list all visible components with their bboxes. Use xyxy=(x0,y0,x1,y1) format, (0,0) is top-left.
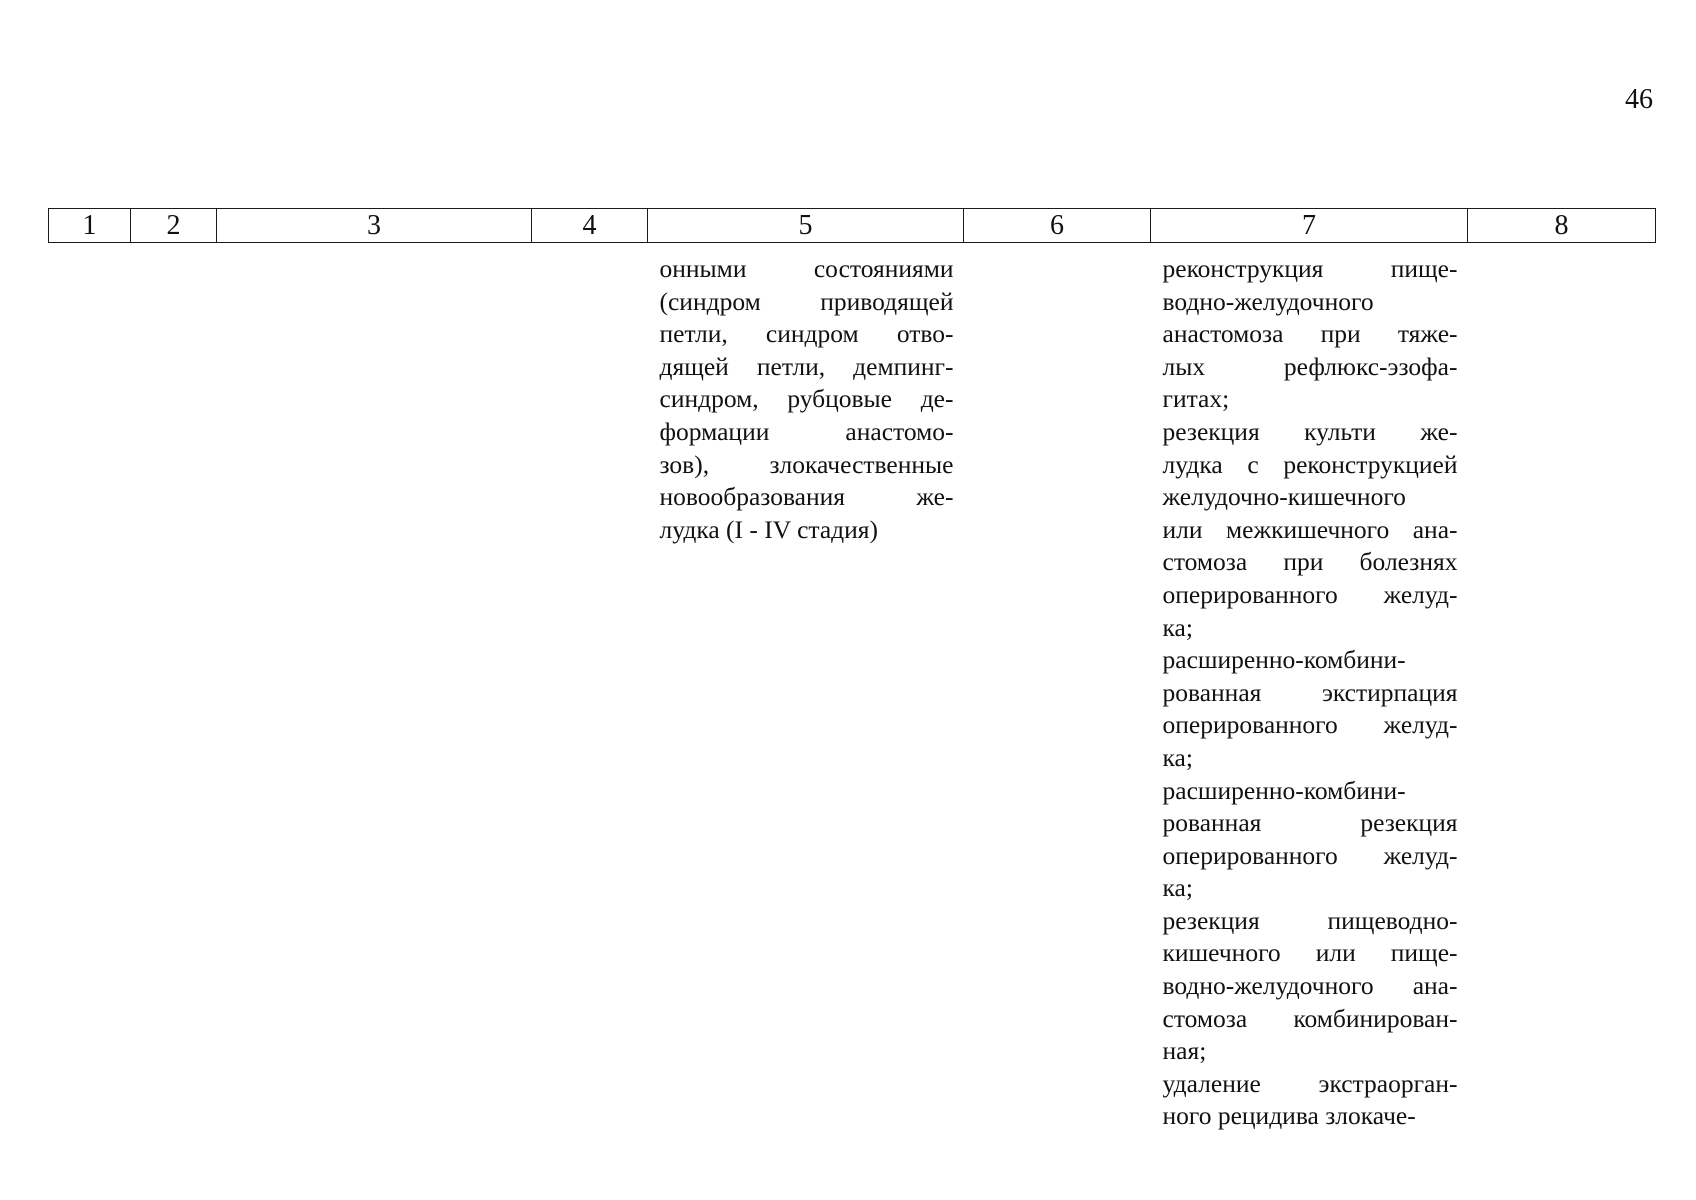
text-line: реконструкция пище- xyxy=(1162,254,1458,283)
text-line: (синдром приводящей xyxy=(659,286,954,316)
cell-col-1 xyxy=(49,243,131,1134)
text-line: водно-желудочного xyxy=(1162,286,1374,316)
text-line: оперированного желуд- xyxy=(1162,840,1458,870)
text-line: онными состояниями xyxy=(659,254,954,283)
text-line: резекция культи же- xyxy=(1162,416,1458,446)
diagnosis-text xyxy=(648,243,964,546)
text-line: новообразования же- xyxy=(659,482,954,512)
column-header-5: 5 xyxy=(648,209,964,243)
column-header-2: 2 xyxy=(131,209,217,243)
cell-col-3 xyxy=(217,243,532,1134)
text-line: лудка с реконструкцией xyxy=(1162,449,1458,479)
text-line: водно-желудочного ана- xyxy=(1162,971,1458,1001)
cell-col-4 xyxy=(532,243,648,1134)
text-line: стомоза при болезнях xyxy=(1162,547,1458,577)
column-header-8: 8 xyxy=(1468,209,1656,243)
text-line: резекция пищеводно- xyxy=(1162,905,1458,935)
text-line: петли, синдром отво- xyxy=(659,319,954,349)
cell-col-2 xyxy=(131,243,217,1134)
page-number: 46 xyxy=(1625,84,1653,115)
column-header-3: 3 xyxy=(217,209,532,243)
text-line: расширенно-комбини- xyxy=(1162,775,1406,805)
text-line: или межкишечного ана- xyxy=(1162,514,1458,544)
text-line: дящей петли, демпинг- xyxy=(659,351,954,381)
text-line: лых рефлюкс-эзофа- xyxy=(1162,351,1458,381)
text-line: синдром, рубцовые де- xyxy=(659,384,954,414)
table-row xyxy=(49,243,1656,1134)
text-line: желудочно-кишечного xyxy=(1162,482,1406,512)
text-line: зов), злокачественные xyxy=(659,449,954,479)
text-line: рованная резекция xyxy=(1162,808,1458,838)
text-line: удаление экстраорган- xyxy=(1162,1068,1458,1098)
cell-col-6 xyxy=(964,243,1151,1134)
text-line: оперированного желуд- xyxy=(1162,579,1458,609)
column-header-6: 6 xyxy=(964,209,1151,243)
text-line: лудка (I - IV стадия) xyxy=(659,514,879,544)
cell-col-8 xyxy=(1468,243,1656,1134)
text-line: рованная экстирпация xyxy=(1162,677,1458,707)
text-line: оперированного желуд- xyxy=(1162,710,1458,740)
text-line: ка; xyxy=(1162,873,1193,903)
cell-col-5 xyxy=(648,243,964,1134)
text-line: ного рецидива злокаче- xyxy=(1162,1101,1416,1131)
text-line: формации анастомо- xyxy=(659,416,954,446)
column-header-1: 1 xyxy=(49,209,131,243)
column-header-7: 7 xyxy=(1151,209,1468,243)
text-line: ка; xyxy=(1162,612,1193,642)
procedures-table xyxy=(48,208,1656,1133)
text-line: расширенно-комбини- xyxy=(1162,645,1406,675)
table-header-row xyxy=(49,209,1656,243)
cell-col-7 xyxy=(1151,243,1468,1134)
text-line: ная; xyxy=(1162,1036,1207,1066)
text-line: гитах; xyxy=(1162,384,1230,414)
text-line: анастомоза при тяже- xyxy=(1162,319,1458,349)
text-line: кишечного или пище- xyxy=(1162,938,1458,968)
column-header-4: 4 xyxy=(532,209,648,243)
text-line: ка; xyxy=(1162,742,1193,772)
text-line: стомоза комбинирован- xyxy=(1162,1003,1458,1033)
treatment-methods-text xyxy=(1151,243,1468,1133)
